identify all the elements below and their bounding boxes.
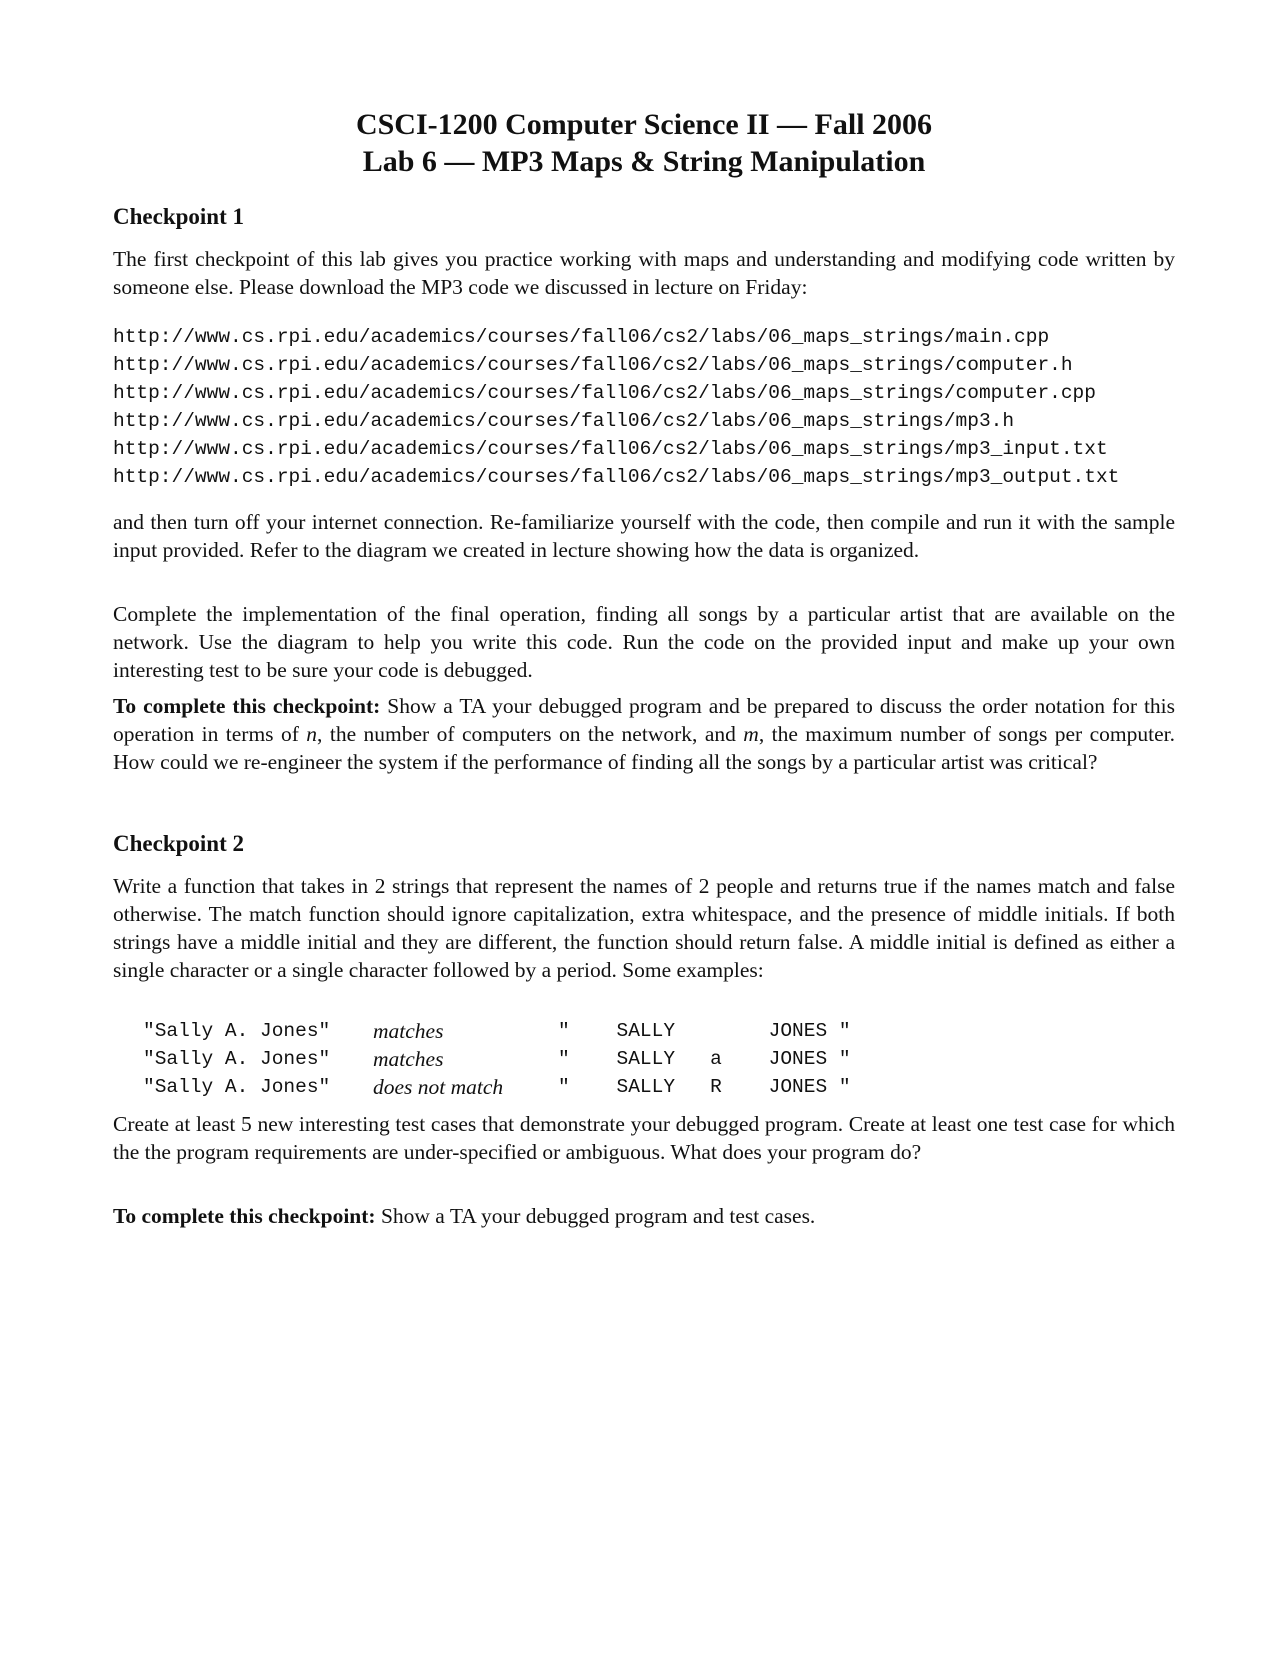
- complete-label-1: To complete this checkpoint:: [113, 694, 381, 718]
- example-right: " SALLY R JONES ": [558, 1076, 851, 1098]
- url-computer-h[interactable]: http://www.cs.rpi.edu/academics/courses/fall06/cs2/labs/06_maps_strings/computer.h: [113, 354, 1073, 376]
- checkpoint-1-task: Complete the implementation of the final operation, finding all songs by a particular artist that are available on the network. Use the diagram to help you write this code. Run the code on the provided input and make up your own interesting test to be sure your code is debugged.: [113, 602, 1175, 682]
- checkpoint-2-tests: Create at least 5 new interesting test cases that demonstrate your debugged program. Create at least one test case for which the the program requirements are under-specified or ambiguous. What does your program do?: [113, 1112, 1175, 1164]
- checkpoint-1-heading: Checkpoint 1: [113, 204, 244, 229]
- title-line-2: Lab 6 — MP3 Maps & String Manipulation: [362, 145, 926, 178]
- complete-text-2: Show a TA your debugged program and test cases.: [375, 1204, 816, 1228]
- url-mp3-h[interactable]: http://www.cs.rpi.edu/academics/courses/fall06/cs2/labs/06_maps_strings/mp3.h: [113, 410, 1015, 432]
- checkpoint-2-intro: Write a function that takes in 2 strings that represent the names of 2 people and returns true if the names match and false otherwise. The match function should ignore capitalization, extra whitespace, and the presence of middle initials. If both strings have a middle initial and they are different, the function should return false. A middle initial is defined as either a single character or a single character followed by a period. Some examples:: [113, 874, 1175, 982]
- url-list: [113, 323, 1175, 491]
- example-left: "Sally A. Jones": [143, 1076, 331, 1098]
- complete-text-1c: , the maximum number of songs per computer. How could we re-engineer the system if the performance of finding all the songs by a particular artist was critical?: [113, 722, 1176, 774]
- complete-text-1a: Show a TA your debugged program and be prepared to discuss the order notation for this operation in terms of: [113, 694, 1176, 746]
- checkpoint-1-after-urls: and then turn off your internet connection. Re-familiarize yourself with the code, then compile and run it with the sample input provided. Refer to the diagram we created in lecture showing how the data is organized.: [113, 510, 1175, 562]
- url-main-cpp[interactable]: http://www.cs.rpi.edu/academics/courses/fall06/cs2/labs/06_maps_strings/main.cpp: [113, 326, 1050, 348]
- checkpoint-2-heading: Checkpoint 2: [113, 831, 244, 856]
- url-mp3-output[interactable]: http://www.cs.rpi.edu/academics/courses/fall06/cs2/labs/06_maps_strings/mp3_output.txt: [113, 466, 1120, 488]
- checkpoint-1-completion: [113, 692, 1175, 776]
- complete-text-1b: , the number of computers on the network, and: [317, 722, 744, 746]
- example-right: " SALLY JONES ": [558, 1020, 851, 1042]
- example-relation: does not match: [373, 1075, 504, 1099]
- example-left: "Sally A. Jones": [143, 1020, 331, 1042]
- checkpoint-2-completion: [113, 1202, 1175, 1230]
- url-computer-cpp[interactable]: http://www.cs.rpi.edu/academics/courses/fall06/cs2/labs/06_maps_strings/computer.cpp: [113, 382, 1096, 404]
- example-right: " SALLY a JONES ": [558, 1048, 851, 1070]
- url-mp3-input[interactable]: http://www.cs.rpi.edu/academics/courses/fall06/cs2/labs/06_maps_strings/mp3_input.txt: [113, 438, 1108, 460]
- example-left: "Sally A. Jones": [143, 1048, 331, 1070]
- var-m: m: [743, 722, 759, 746]
- example-relation: matches: [373, 1019, 444, 1043]
- complete-label-2: To complete this checkpoint:: [113, 1204, 376, 1228]
- var-n: n: [306, 722, 318, 746]
- example-relation: matches: [373, 1047, 444, 1071]
- checkpoint-1-intro: The first checkpoint of this lab gives you practice working with maps and understanding and modifying code written by someone else. Please download the MP3 code we discussed in lecture on Friday:: [113, 247, 1175, 299]
- title-line-1: CSCI-1200 Computer Science II — Fall 2006: [355, 108, 933, 141]
